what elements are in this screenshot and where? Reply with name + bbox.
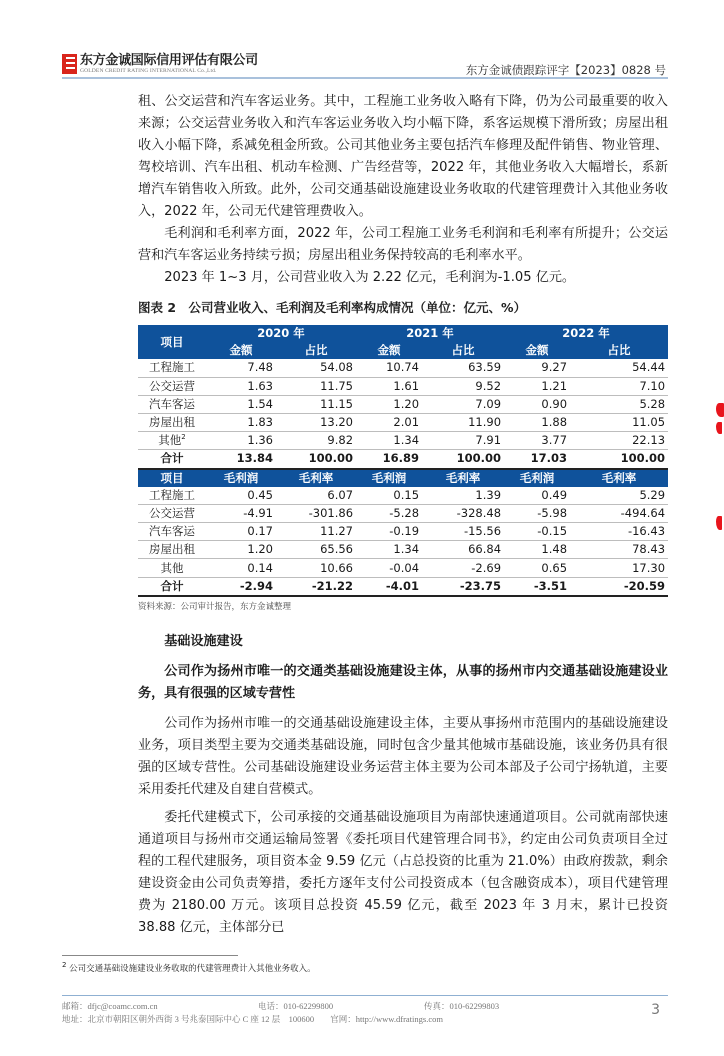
table-cell: 5.29: [570, 487, 668, 505]
table-cell: 11.05: [570, 413, 668, 431]
row-label: [138, 395, 206, 413]
table-cell: -328.48: [422, 504, 504, 522]
row-label: [138, 359, 206, 377]
table-cell: -4.91: [206, 504, 276, 522]
table-row: [138, 523, 668, 541]
table-cell: 7.09: [422, 395, 504, 413]
table-cell: 100.00: [276, 450, 356, 469]
table-cell: -0.04: [356, 559, 422, 577]
table-cell: -4.01: [356, 577, 422, 596]
table-cell: 1.83: [206, 413, 276, 431]
table-cell: 17.03: [504, 450, 570, 469]
page-footer: [0, 975, 724, 1056]
table-cell: 1.34: [356, 432, 422, 450]
paragraph: 毛利润和毛利率方面，2022 年，公司工程施工业务毛利润和毛利率有所提升；公交运营和汽车客运业务持续亏损；房屋出租业务保持较高的毛利率水平。: [138, 226, 668, 263]
doc-number: 东方金诚债跟踪评字【2023】0828 号: [465, 63, 666, 77]
table-cell: 0.15: [356, 487, 422, 505]
table-cell: -15.56: [422, 523, 504, 541]
logo-mark-icon: [62, 54, 77, 74]
row-label: [138, 504, 206, 522]
table-cell: 11.27: [276, 523, 356, 541]
table-row: [138, 541, 668, 559]
row-label: [138, 413, 206, 431]
table-cell: 1.20: [206, 541, 276, 559]
paragraph: 公司作为扬州市唯一的交通基础设施建设主体，主要从事扬州市范围内的基础设施建设业务，项目类型主要为交通类基础设施，同时包含少量其他城市基础设施，该业务仍具有很强的区域专营性。公司基础设施建设业务运营主体主要为公司本部及子公司宁扬轨道，主要采用委托代建及自建自营模式。: [138, 715, 668, 797]
table-cell: 78.43: [570, 541, 668, 559]
page-header: [0, 0, 724, 80]
header-sub: 金额: [206, 342, 276, 359]
row-label: [138, 541, 206, 559]
section-infrastructure: [138, 631, 668, 939]
row-label: [138, 523, 206, 541]
table-cell: -16.43: [570, 523, 668, 541]
table-row: [138, 487, 668, 505]
seal-fragment: [716, 422, 722, 434]
table-cell: 6.07: [276, 487, 356, 505]
header-sub: 占比: [570, 342, 668, 359]
table-cell: 1.39: [422, 487, 504, 505]
row-label: [138, 487, 206, 505]
row-label-text: 房屋出租: [149, 542, 195, 557]
table-cell: 0.49: [504, 487, 570, 505]
total-row: [138, 577, 668, 596]
footnote-divider: [62, 955, 238, 956]
header-sub: 毛利润: [504, 469, 570, 487]
table-cell: 0.90: [504, 395, 570, 413]
row-label: [138, 432, 206, 450]
row-label: [138, 377, 206, 395]
table-cell: -20.59: [570, 577, 668, 596]
table-cell: 0.65: [504, 559, 570, 577]
table-source: 资料来源：公司审计报告，东方金诚整理: [138, 601, 292, 612]
table-cell: -0.19: [356, 523, 422, 541]
table-cell: -0.15: [504, 523, 570, 541]
row-label-text: 公交运营: [149, 505, 195, 520]
table-cell: -2.69: [422, 559, 504, 577]
row-label-text: 工程施工: [149, 487, 195, 502]
table-cell: 1.54: [206, 395, 276, 413]
footer-website[interactable]: 官网：http://www.dfratings.com: [330, 1013, 443, 1024]
footnote-mark: 2: [62, 960, 67, 969]
header-sub: 毛利润: [356, 469, 422, 487]
section-heading: 基础设施建设: [164, 633, 243, 649]
table-cell: -5.98: [504, 504, 570, 522]
table-cell: 3.77: [504, 432, 570, 450]
row-label: [138, 559, 206, 577]
header-sub: 金额: [356, 342, 422, 359]
logo-en: GOLDEN CREDIT RATING INTERNATIONAL Co.,Ltd.: [80, 68, 217, 74]
table-cell: 10.66: [276, 559, 356, 577]
header-sub: 占比: [276, 342, 356, 359]
header-item: 项目: [138, 469, 206, 487]
header-divider: [62, 77, 668, 79]
footnote-text: 公司交通基础设施建设业务收取的代建管理费计入其他业务收入。: [69, 963, 316, 974]
table-cell: 63.59: [422, 359, 504, 377]
row-label-text: 其他: [158, 433, 182, 448]
table-cell: 100.00: [422, 450, 504, 469]
logo-cn: 东方金诚国际信用评估有限公司: [80, 53, 258, 68]
table-row: [138, 413, 668, 431]
table-cell: -23.75: [422, 577, 504, 596]
table-row: [138, 432, 668, 450]
profit-header-row: [138, 469, 668, 487]
table-cell: 1.88: [504, 413, 570, 431]
table-cell: -494.64: [570, 504, 668, 522]
table-cell: 1.20: [356, 395, 422, 413]
page-number: 3: [651, 1001, 660, 1018]
table-cell: 7.10: [570, 377, 668, 395]
table-cell: 66.84: [422, 541, 504, 559]
footnotes: [62, 955, 724, 975]
table-cell: 7.91: [422, 432, 504, 450]
table-cell: 11.15: [276, 395, 356, 413]
row-label: 合计: [138, 450, 206, 469]
table-row: [138, 359, 668, 377]
table-cell: 1.36: [206, 432, 276, 450]
header-sub: 金额: [504, 342, 570, 359]
row-label-text: 其他: [160, 560, 184, 575]
table-cell: 10.74: [356, 359, 422, 377]
table-cell: 1.48: [504, 541, 570, 559]
table-cell: 11.90: [422, 413, 504, 431]
table-row: [138, 504, 668, 522]
footer-divider: [62, 995, 668, 996]
header-sub: 占比: [422, 342, 504, 359]
footer-phone: 电话：010-62299800: [258, 1000, 334, 1011]
footnote: [62, 960, 724, 975]
total-row: [138, 450, 668, 469]
section-bold-paragraph: 公司作为扬州市唯一的交通类基础设施建设主体，从事的扬州市内交通基础设施建设业务，具有很强的区域专营性: [138, 663, 668, 701]
table-cell: 5.28: [570, 395, 668, 413]
table-row: [138, 395, 668, 413]
table-cell: 13.84: [206, 450, 276, 469]
table-cell: 9.27: [504, 359, 570, 377]
table-cell: 100.00: [570, 450, 668, 469]
paragraph: 委托代建模式下，公司承接的交通基础设施项目为南部快速通道项目。公司就南部快速通道项目与扬州市交通运输局签署《委托项目代建管理合同书》，约定由公司负责项目全过程的工程代建服务，项目资本金 9.59 亿元（占总投资的比重为 21.0%）由政府拨款，剩余建设资金由公司负责筹措，委托方逐年支付公司投资成本（包含融资成本），项目代建管理费为 2180.00 万元。该项目总投资 45.59 亿元，截至 2023 年 3 月末，累计已投资 38.88 亿元，主体部分已: [138, 809, 668, 935]
table-cell: -2.94: [206, 577, 276, 596]
table-cell: 0.14: [206, 559, 276, 577]
row-label-text: 公交运营: [149, 378, 195, 393]
table-cell: 13.20: [276, 413, 356, 431]
table-cell: 65.56: [276, 541, 356, 559]
header-sub: 毛利率: [276, 469, 356, 487]
table-cell: 9.82: [276, 432, 356, 450]
header-year: 2021 年: [356, 325, 504, 342]
header-year: 2022 年: [504, 325, 668, 342]
header-sub: 毛利率: [570, 469, 668, 487]
footnote-ref: 2: [181, 433, 186, 442]
table-cell: 54.44: [570, 359, 668, 377]
paragraph: 2023 年 1~3 月，公司营业收入为 2.22 亿元，毛利润为-1.05 亿元。: [164, 270, 576, 285]
table-cell: 11.75: [276, 377, 356, 395]
table-cell: -5.28: [356, 504, 422, 522]
revenue-subheader-row: [138, 342, 668, 359]
seal-fragment: [716, 403, 724, 417]
table-title: 图表 2 公司营业收入、毛利润及毛利率构成情况（单位：亿元、%）: [138, 300, 527, 315]
table-cell: -21.22: [276, 577, 356, 596]
row-label-text: 汽车客运: [149, 524, 195, 539]
row-label-text: 工程施工: [149, 360, 195, 375]
header-sub: 毛利润: [206, 469, 276, 487]
table-row: [138, 377, 668, 395]
footer-fax: 传真：010-62299803: [424, 1000, 500, 1011]
header-sub: 毛利率: [422, 469, 504, 487]
table-cell: 17.30: [570, 559, 668, 577]
row-label-text: 汽车客运: [149, 396, 195, 411]
table-cell: 1.61: [356, 377, 422, 395]
table-cell: 22.13: [570, 432, 668, 450]
row-label-text: 房屋出租: [149, 415, 195, 430]
seal-fragment: [716, 516, 722, 530]
footer-email: 邮箱：dfjc@coamc.com.cn: [62, 1000, 158, 1011]
table-cell: -3.51: [504, 577, 570, 596]
table-cell: 54.08: [276, 359, 356, 377]
footer-address: 地址：北京市朝阳区朝外西街 3 号兆泰国际中心 C 座 12 层 100600: [62, 1013, 315, 1024]
table-cell: 16.89: [356, 450, 422, 469]
revenue-profit-table: [138, 325, 668, 597]
table-cell: -301.86: [276, 504, 356, 522]
table-row: [138, 559, 668, 577]
table-cell: 9.52: [422, 377, 504, 395]
table-cell: 1.63: [206, 377, 276, 395]
table-cell: 7.48: [206, 359, 276, 377]
table-cell: 1.21: [504, 377, 570, 395]
table-cell: 0.17: [206, 523, 276, 541]
header-year: 2020 年: [206, 325, 356, 342]
body-text: [138, 91, 668, 289]
row-label: 合计: [138, 577, 206, 596]
table-cell: 2.01: [356, 413, 422, 431]
company-logo: [62, 54, 258, 75]
paragraph: 租、公交运营和汽车客运业务。其中，工程施工业务收入略有下降，仍为公司最重要的收入来源；公交运营业务收入和汽车客运业务收入均小幅下降，系客运规模下滑所致；房屋出租收入小幅下降，系减免租金所致。公司其他业务主要包括汽车修理及配件销售、物业管理、驾校培训、汽车出租、机动车检测、广告经营等，2022 年，其他业务收入大幅增长，系新增汽车销售收入所致。此外，公司交通基础设施建设业务收取的代建管理费计入其他业务收入，2022 年，公司无代建管理费收入。: [138, 94, 668, 219]
main-content: [138, 91, 668, 945]
table-cell: 1.34: [356, 541, 422, 559]
header-item: 项目: [138, 325, 206, 359]
table-cell: 0.45: [206, 487, 276, 505]
